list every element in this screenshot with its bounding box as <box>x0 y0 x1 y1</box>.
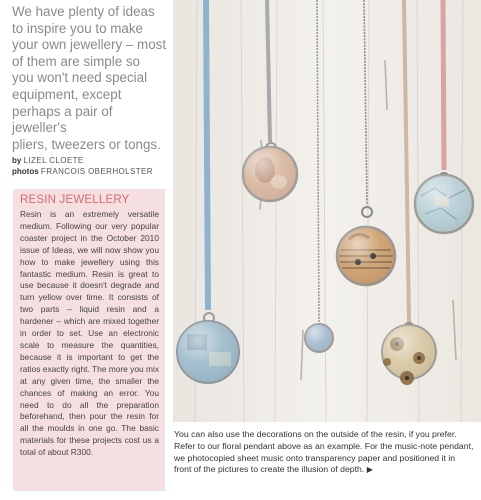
photos-label: photos <box>12 167 39 176</box>
pink-ribbon <box>443 0 444 170</box>
intro-line: to inspire you to make <box>12 20 143 36</box>
photographer-name: FRANCOIS OBERHOLSTER <box>40 167 153 176</box>
author-name: LIZEL CLOETE <box>23 156 84 165</box>
intro-line: your own jewellery – most <box>12 37 167 53</box>
intro-line: equipment, except <box>12 86 122 102</box>
blue-ribbon <box>206 0 208 310</box>
intro-line: of them are simple so <box>12 53 141 69</box>
sidebar-body: Resin is an extremely versatile medium. Following our very popular coaster project in the October 2010 issue of Ideas, we will now show you how to make jewellery using this fantastic medium. Resin is great to use because it doesn't degrade and turn yellow over time. It consists of two parts – liquid resin and a hardener – which are mixed together in order to set. Use an electronic scale to measure the quantities, because it is important to get the ratios exactly right. The more you mix at any given time, the smaller the chances of making an error. You need to do all the preparation beforehand, then pour the resin for all the moulds in one go. The basic materials for these projects cost us a total of about R300. <box>20 209 160 458</box>
intro-line: We have plenty of ideas <box>12 4 155 19</box>
author-label: by <box>12 156 22 165</box>
intro-text <box>12 4 170 153</box>
photo-caption <box>174 429 474 476</box>
sidebar-title: RESIN JEWELLERY <box>20 194 130 206</box>
intro-line: you won't need special <box>12 70 148 86</box>
photographer-credit <box>12 166 172 177</box>
pendants-photo <box>173 0 481 422</box>
author-credit <box>12 155 172 166</box>
credits <box>12 155 172 177</box>
continue-arrow-icon: ▶ <box>366 465 373 475</box>
caption-text: You can also use the decorations on the outside of the resin, if you prefer. Refer to our floral pendant above as an example. For the music-note pendant, we photocopied sheet music onto transparency paper and positioned it in front of the pictures to create the illusion of depth. <box>174 429 474 475</box>
pendant-small-blue <box>305 324 333 352</box>
intro-line: pliers, tweezers or tongs. <box>12 136 161 152</box>
intro-line: perhaps a pair of jeweller's <box>12 103 113 136</box>
pendant-map-right <box>415 173 473 233</box>
resin-jewellery-sidebar <box>13 189 165 491</box>
